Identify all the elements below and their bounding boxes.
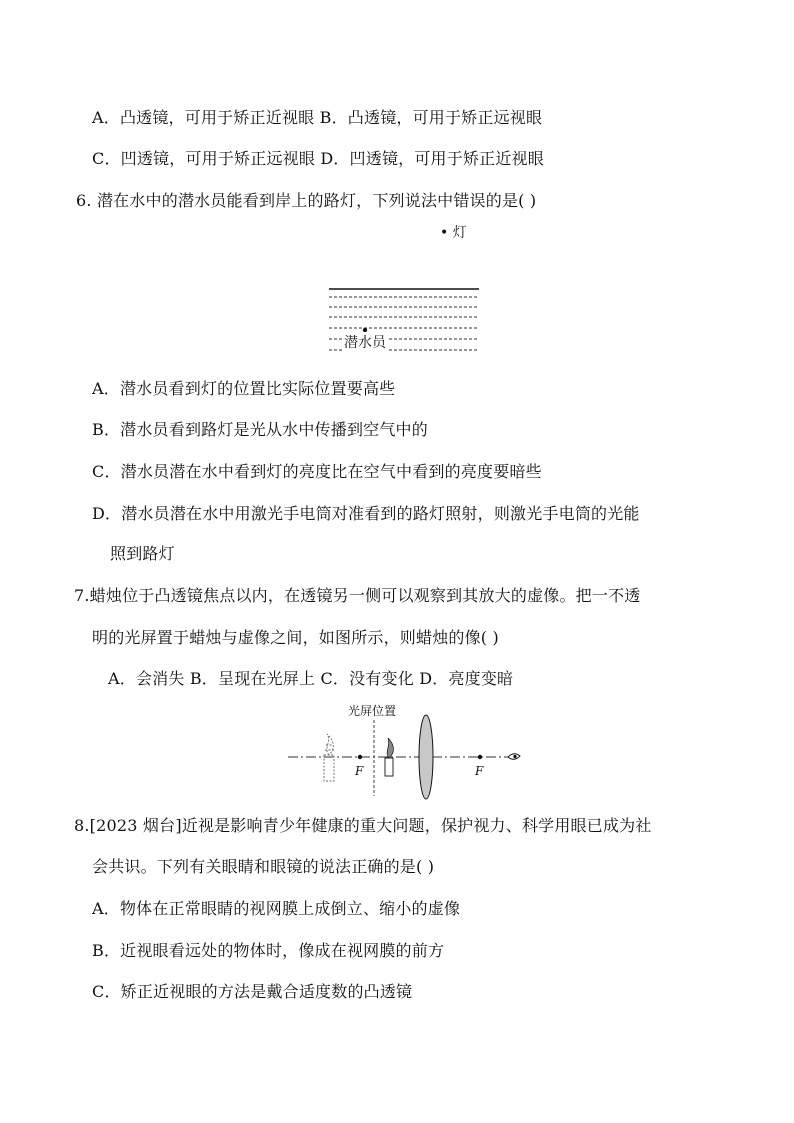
q6-option-d-continued: 照到路灯 xyxy=(110,544,175,563)
q5-option-line-1: A．凸透镜，可用于矫正近视眼 B．凸透镜，可用于矫正远视眼 xyxy=(92,108,543,127)
q7-options: A．会消失 B．呈现在光屏上 C．没有变化 D．亮度变暗 xyxy=(108,669,514,688)
lens-diagram-svg xyxy=(286,700,526,800)
q6-option-b: B．潜水员看到路灯是光从水中传播到空气中的 xyxy=(92,420,428,439)
screen-position-label: 光屏位置 xyxy=(348,704,397,718)
focus-point-right xyxy=(478,755,482,759)
focus-label-left: F xyxy=(355,764,364,778)
q7-stem-line-1: 7.蜡烛位于凸透镜焦点以内，在透镜另一侧可以观察到其放大的虚像。把一不透 xyxy=(74,586,641,605)
focus-point-left xyxy=(358,755,362,759)
q8-option-b: B．近视眼看远处的物体时，像成在视网膜的前方 xyxy=(92,941,445,960)
lamp-label: • 灯 xyxy=(440,225,467,241)
q6-diver-diagram xyxy=(326,222,486,370)
q6-stem: 6. 潜在水中的潜水员能看到岸上的路灯，下列说法中错误的是( ) xyxy=(76,191,537,210)
q8-option-c: C．矫正近视眼的方法是戴合适度数的凸透镜 xyxy=(92,982,413,1001)
q8-stem-line-1: 8.[2023 烟台]近视是影响青少年健康的重大问题，保护视力、科学用眼已成为社 xyxy=(74,816,652,835)
convex-lens xyxy=(419,715,433,799)
focus-label-right: F xyxy=(475,764,484,778)
q7-stem-line-2: 明的光屏置于蜡烛与虚像之间，如图所示，则蜡烛的像( ) xyxy=(92,628,499,647)
virtual-image-candle xyxy=(324,734,334,781)
q7-lens-diagram xyxy=(286,700,526,800)
q6-option-a: A．潜水员看到灯的位置比实际位置要高些 xyxy=(92,379,396,398)
diver-label: 潜水员 xyxy=(343,332,387,352)
q5-option-line-2: C．凹透镜，可用于矫正远视眼 D．凹透镜，可用于矫正近视眼 xyxy=(92,149,544,168)
q8-option-a: A．物体在正常眼睛的视网膜上成倒立、缩小的虚像 xyxy=(92,899,461,918)
q8-stem-line-2: 会共识。下列有关眼睛和眼镜的说法正确的是( ) xyxy=(92,857,435,876)
q6-option-d: D．潜水员潜在水中用激光手电筒对准看到的路灯照射，则激光手电筒的光能 xyxy=(92,504,640,523)
q6-option-c: C．潜水员潜在水中看到灯的亮度比在空气中看到的亮度要暗些 xyxy=(92,462,542,481)
eye-icon xyxy=(508,754,520,760)
